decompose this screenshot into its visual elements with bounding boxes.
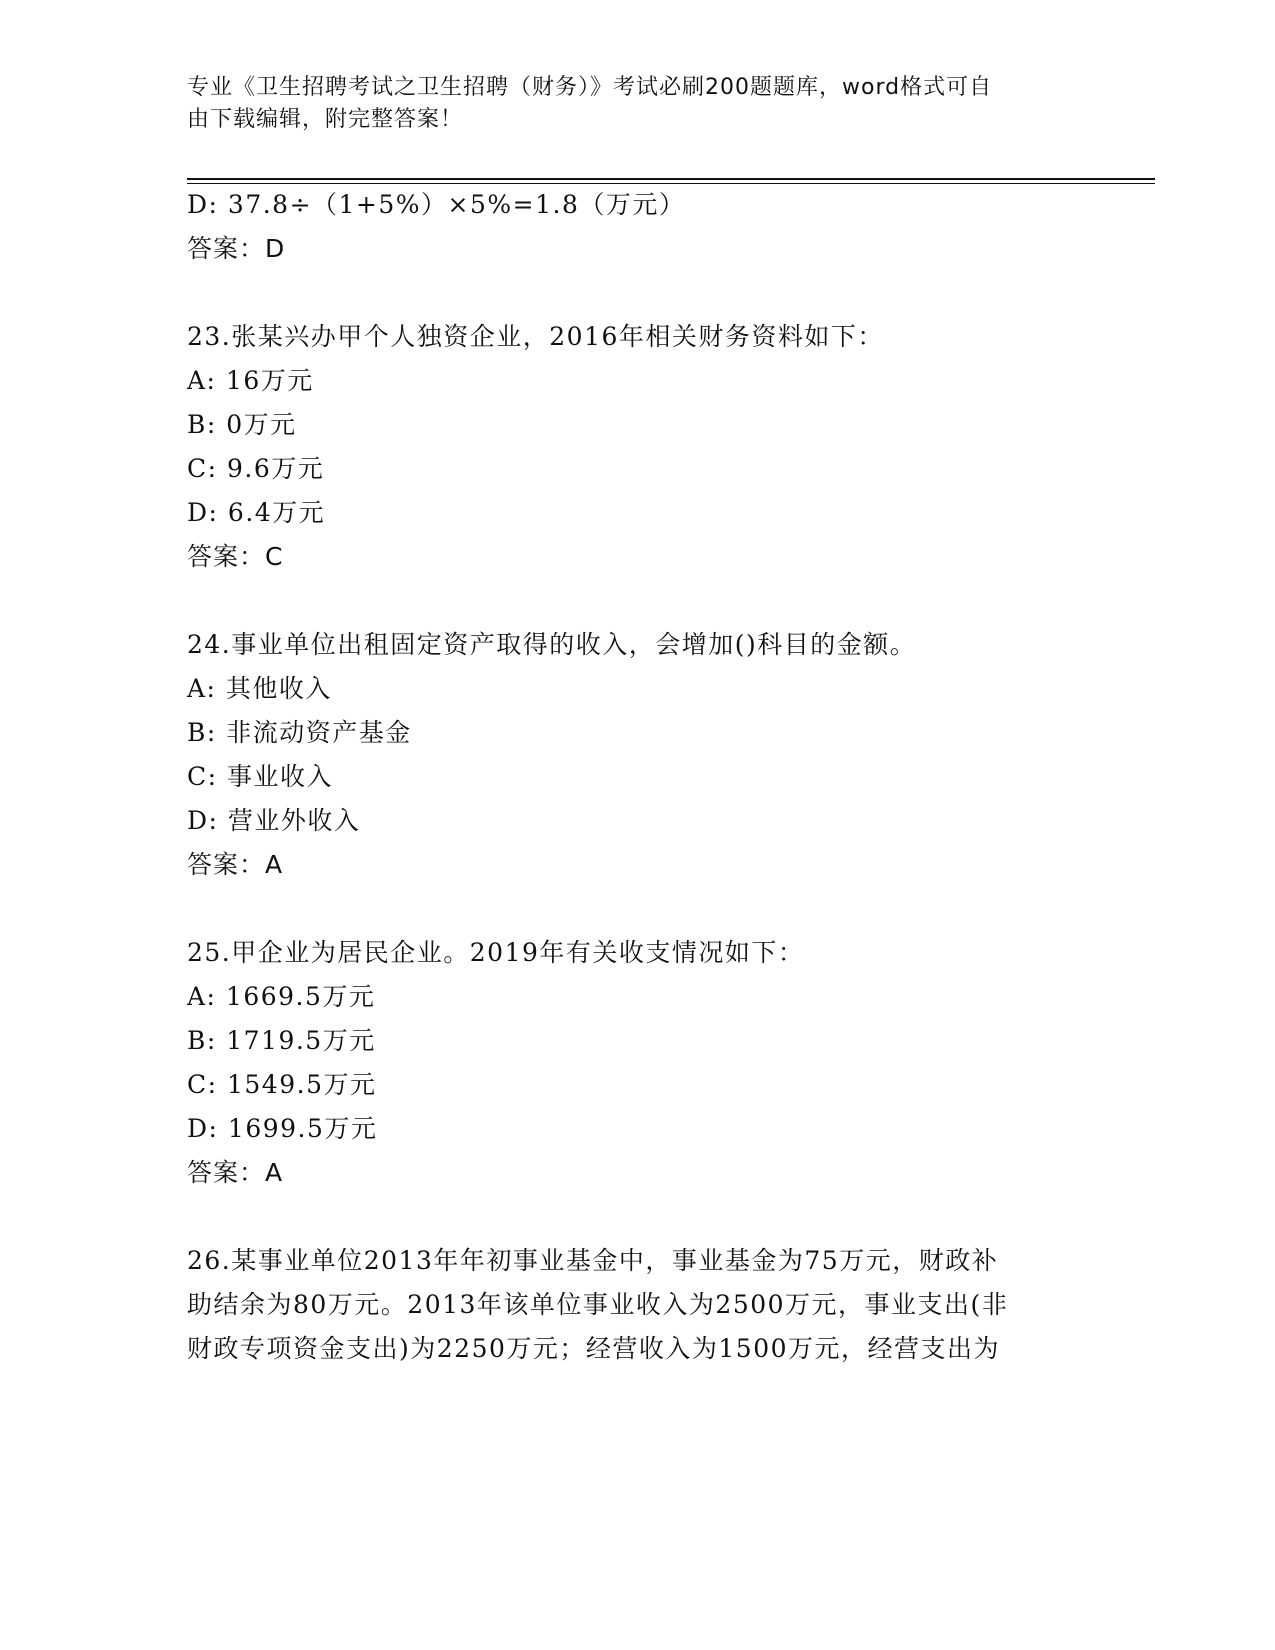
q24-answer: 答案：A [187, 850, 284, 879]
q25-answer: 答案：A [187, 1158, 284, 1187]
header-line-2: 由下载编辑，附完整答案！ [187, 107, 464, 132]
q25-option-a: A: 1669.5万元 [187, 982, 376, 1011]
q24-question: 24.事业单位出租固定资产取得的收入，会增加()科目的金额。 [187, 630, 917, 659]
q24-option-d: D: 营业外收入 [187, 806, 361, 835]
q23-answer: 答案：C [187, 542, 284, 571]
q24-option-c: C: 事业收入 [187, 762, 333, 791]
q26-text-line-1: 26.某事业单位2013年年初事业基金中，事业基金为75万元，财政补 [187, 1246, 999, 1275]
q25-question: 25.甲企业为居民企业。2019年有关收支情况如下： [187, 938, 805, 967]
header-rule-thin [187, 183, 1155, 184]
q24-option-a: A: 其他收入 [187, 674, 332, 703]
q23-option-a: A: 16万元 [187, 366, 314, 395]
header-line-1: 专业《卫生招聘考试之卫生招聘（财务）》考试必刷200题题库，word格式可自 [187, 75, 993, 100]
q26-text-line-2: 助结余为80万元。2013年该单位事业收入为2500万元，事业支出(非 [187, 1290, 1009, 1319]
q26-text-line-3: 财政专项资金支出)为2250万元；经营收入为1500万元，经营支出为 [187, 1334, 1001, 1363]
q25-option-d: D: 1699.5万元 [187, 1114, 378, 1143]
q23-option-b: B: 0万元 [187, 410, 297, 439]
prev-option-d: D: 37.8÷（1+5%）×5%=1.8（万元） [187, 190, 686, 219]
q24-option-b: B: 非流动资产基金 [187, 718, 412, 747]
prev-answer: 答案：D [187, 234, 286, 263]
page-header [187, 72, 1067, 136]
q25-option-b: B: 1719.5万元 [187, 1026, 376, 1055]
q25-option-c: C: 1549.5万元 [187, 1070, 377, 1099]
q23-option-d: D: 6.4万元 [187, 498, 326, 527]
q23-question: 23.张某兴办甲个人独资企业，2016年相关财务资料如下： [187, 322, 884, 351]
header-rule-thick [187, 178, 1155, 180]
q23-option-c: C: 9.6万元 [187, 454, 325, 483]
